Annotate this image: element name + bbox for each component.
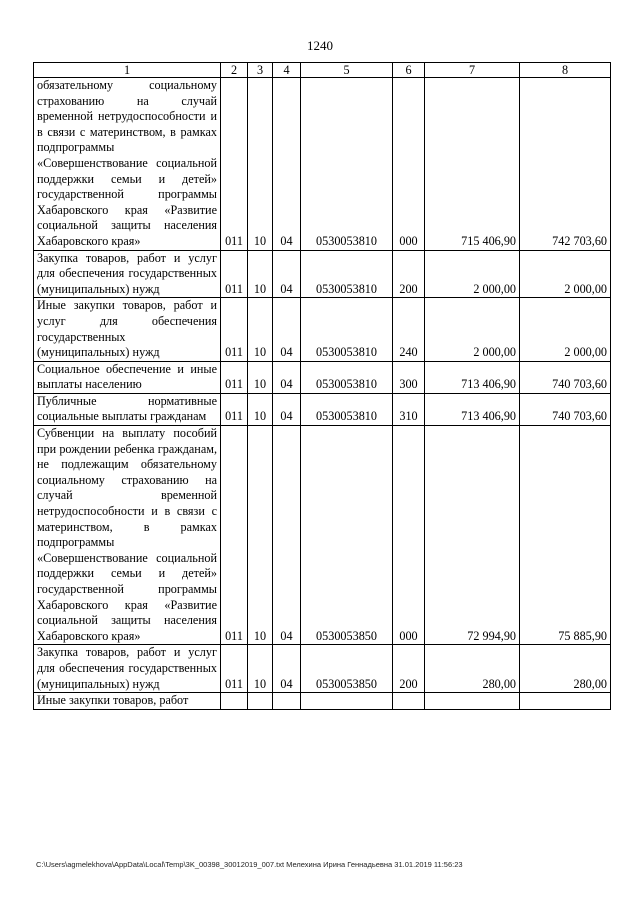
amount-year-1 <box>425 693 520 710</box>
amount-year-1: 72 994,90 <box>425 426 520 645</box>
section-code: 10 <box>248 361 273 393</box>
header-cell: 6 <box>393 63 425 78</box>
ministry-code: 011 <box>221 393 248 425</box>
item-name: Публичные нормативные социальные выплаты гражданам <box>34 393 221 425</box>
expense-type-code: 200 <box>393 250 425 298</box>
amount-year-1: 280,00 <box>425 645 520 693</box>
section-code: 10 <box>248 250 273 298</box>
item-name: Закупка товаров, работ и услуг для обеспечения государственных (муниципальных) нужд <box>34 250 221 298</box>
amount-year-2: 742 703,60 <box>520 78 611 251</box>
header-cell: 5 <box>301 63 393 78</box>
amount-year-1: 2 000,00 <box>425 250 520 298</box>
expense-type-code: 240 <box>393 298 425 361</box>
ministry-code: 011 <box>221 361 248 393</box>
section-code: 10 <box>248 426 273 645</box>
amount-year-2: 280,00 <box>520 645 611 693</box>
amount-year-1: 713 406,90 <box>425 361 520 393</box>
amount-year-2: 2 000,00 <box>520 250 611 298</box>
table-row <box>34 250 611 298</box>
target-item-code: 0530053810 <box>301 393 393 425</box>
ministry-code: 011 <box>221 250 248 298</box>
section-code: 10 <box>248 298 273 361</box>
target-item-code <box>301 693 393 710</box>
header-cell: 3 <box>248 63 273 78</box>
subsection-code: 04 <box>273 298 301 361</box>
target-item-code: 0530053850 <box>301 426 393 645</box>
expense-type-code: 310 <box>393 393 425 425</box>
amount-year-2 <box>520 693 611 710</box>
target-item-code: 0530053810 <box>301 298 393 361</box>
amount-year-2: 740 703,60 <box>520 393 611 425</box>
amount-year-2: 75 885,90 <box>520 426 611 645</box>
subsection-code: 04 <box>273 645 301 693</box>
section-code: 10 <box>248 78 273 251</box>
expense-type-code: 300 <box>393 361 425 393</box>
ministry-code: 011 <box>221 78 248 251</box>
amount-year-2: 2 000,00 <box>520 298 611 361</box>
expense-type-code: 200 <box>393 645 425 693</box>
subsection-code: 04 <box>273 78 301 251</box>
section-code: 10 <box>248 393 273 425</box>
expense-type-code: 000 <box>393 426 425 645</box>
subsection-code <box>273 693 301 710</box>
header-cell: 1 <box>34 63 221 78</box>
table-row <box>34 426 611 645</box>
header-row <box>34 63 611 78</box>
ministry-code: 011 <box>221 298 248 361</box>
header-cell: 8 <box>520 63 611 78</box>
ministry-code: 011 <box>221 645 248 693</box>
file-path-footer: C:\Users\agmelekhova\AppData\Local\Temp\3K_00398_30012019_007.txt Мелехина Ирина Геннадьевна 31.01.2019 11:56:23 <box>36 860 463 869</box>
table-row <box>34 393 611 425</box>
amount-year-1: 713 406,90 <box>425 393 520 425</box>
expense-type-code <box>393 693 425 710</box>
table-row <box>34 645 611 693</box>
target-item-code: 0530053850 <box>301 645 393 693</box>
item-name: Иные закупки товаров, работ и услуг для обеспечения государственных (муниципальных) нужд <box>34 298 221 361</box>
amount-year-1: 715 406,90 <box>425 78 520 251</box>
budget-table <box>33 62 611 710</box>
table-row <box>34 693 611 710</box>
target-item-code: 0530053810 <box>301 78 393 251</box>
item-name: Закупка товаров, работ и услуг для обеспечения государственных (муниципальных) нужд <box>34 645 221 693</box>
ministry-code <box>221 693 248 710</box>
expense-type-code: 000 <box>393 78 425 251</box>
item-name: Социальное обеспечение и иные выплаты населению <box>34 361 221 393</box>
header-cell: 7 <box>425 63 520 78</box>
subsection-code: 04 <box>273 250 301 298</box>
target-item-code: 0530053810 <box>301 250 393 298</box>
section-code <box>248 693 273 710</box>
amount-year-1: 2 000,00 <box>425 298 520 361</box>
amount-year-2: 740 703,60 <box>520 361 611 393</box>
header-cell: 4 <box>273 63 301 78</box>
section-code: 10 <box>248 645 273 693</box>
item-name: Иные закупки товаров, работ <box>34 693 221 710</box>
subsection-code: 04 <box>273 426 301 645</box>
table-row <box>34 78 611 251</box>
ministry-code: 011 <box>221 426 248 645</box>
table-row <box>34 298 611 361</box>
target-item-code: 0530053810 <box>301 361 393 393</box>
page-number: 1240 <box>307 38 333 53</box>
item-name: обязательному социальному страхованию на случай временной нетрудоспособности и в связи с материнством, в рамках подпрограммы «Совершенствование социальной поддержки семьи и детей» государственной программы Хабаровского края «Развитие социальной защиты населения Хабаровского края» <box>34 78 221 251</box>
header-cell: 2 <box>221 63 248 78</box>
item-name: Субвенции на выплату пособий при рождении ребенка гражданам, не подлежащим обязательному социальному страхованию на случай временной нетрудоспособности и в связи с материнством, в рамках подпрограммы «Совершенствование социальной поддержки семьи и детей» государственной программы Хабаровского края «Развитие социальной защиты населения Хабаровского края» <box>34 426 221 645</box>
subsection-code: 04 <box>273 393 301 425</box>
subsection-code: 04 <box>273 361 301 393</box>
table-row <box>34 361 611 393</box>
